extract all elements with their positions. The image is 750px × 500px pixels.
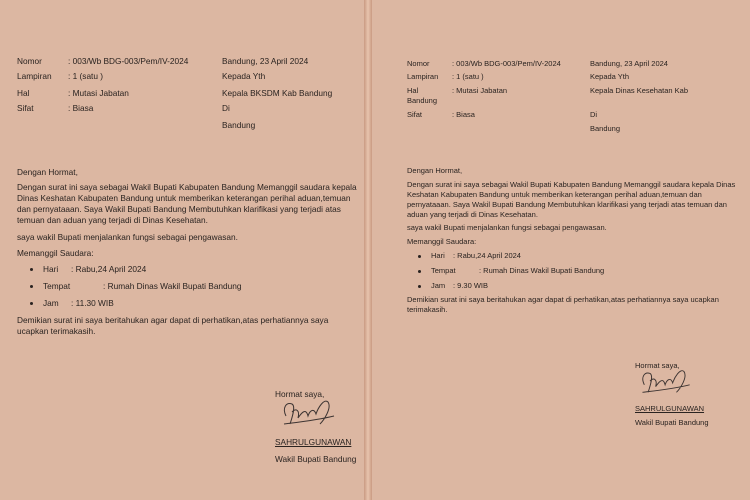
nomor-label: Nomor [407, 59, 430, 68]
closing-text: Demikian surat ini saya beritahukan agar dapat di perhatikan,atas perhatiannya saya ucapkan terimakasih. [407, 295, 719, 314]
hal-value: : Mutasi Jabatan [68, 88, 129, 98]
hal-label: Hal [407, 86, 419, 95]
signer-name: SAHRULGUNAWAN [635, 404, 705, 413]
greeting: Dengan Hormat, [17, 167, 78, 177]
list-item-hari: Hari : Rabu,24 April 2024 [418, 251, 521, 260]
sifat-value: : Biasa [68, 103, 94, 113]
lampiran-value: : 1 (satu ) [68, 71, 104, 81]
paragraph-2: saya wakil Bupati menjalankan fungsi sebagai pengawasan. [407, 223, 607, 232]
summon-text: Memanggil Saudara: [17, 248, 94, 258]
lampiran-label: Lampiran [17, 71, 52, 81]
kepada-yth: Kepada Yth [222, 71, 266, 81]
closing-text: Demikian surat ini saya beritahukan agar dapat di perhatikan,atas perhatiannya saya ucapkan terimakasih. [17, 315, 329, 336]
list-item-jam: Jam : 9.30 WIB [418, 281, 488, 290]
page-fold [364, 0, 372, 500]
paragraph-1: Dengan surat ini saya sebagai Wakil Bupati Kabupaten Bandung Memanggil saudara kepala Dinas Keshatan Kabupaten Bandung untuk memberikan keterangan perihal aduan,temuan dan pernyataaan. Saya Wakil Bupati Bandung Membutuhkan klarifikasi yang terjadi atas temuan dan aduan yang terjadi di Dinas Kesehatan. [17, 182, 357, 225]
signer-title: Wakil Bupati Bandung [635, 418, 709, 427]
letter-date: Bandung, 23 April 2024 [590, 59, 668, 68]
letter-date: Bandung, 23 April 2024 [222, 56, 309, 66]
bullet-icon [30, 268, 33, 271]
lampiran-label: Lampiran [407, 72, 439, 81]
paragraph-1: Dengan surat ini saya sebagai Wakil Bupati Kabupaten Bandung Memanggil saudara kepala Dinas Keshatan Kabupaten Bandung untuk memberikan keterangan perihal aduan,temuan dan pernyataaan. Saya Wakil Bupati Bandung Membutuhkan klarifikasi yang terjadi atas temuan dan aduan yang terjadi di Dinas Kesehatan. [407, 180, 736, 219]
nomor-value: : 003/Wb BDG-003/Pem/IV-2024 [68, 56, 189, 66]
list-item-tempat: Tempat : Rumah Dinas Wakil Bupati Bandung [418, 266, 604, 275]
nomor-label: Nomor [17, 56, 42, 66]
city: Bandung [222, 120, 256, 130]
lampiran-value: : 1 (satu ) [452, 72, 484, 81]
hal-label-2: Bandung [407, 96, 438, 105]
signature-image [280, 394, 340, 430]
recipient: Kepala Dinas Kesehatan Kab [590, 86, 688, 95]
signer-title: Wakil Bupati Bandung [275, 454, 357, 464]
greeting: Dengan Hormat, [407, 166, 463, 175]
bullet-icon [30, 302, 33, 305]
hormat-saya: Hormat saya, [275, 389, 325, 399]
hormat-saya: Hormat saya, [635, 361, 680, 370]
sifat-label: Sifat [407, 110, 423, 119]
bullet-icon [418, 270, 421, 273]
kepada-yth: Kepada Yth [590, 72, 630, 81]
city: Bandung [590, 124, 621, 133]
bullet-icon [30, 285, 33, 288]
list-item-jam: Jam : 11.30 WIB [30, 298, 114, 308]
list-item-hari: Hari : Rabu,24 April 2024 [30, 264, 146, 274]
signature-image [638, 364, 696, 398]
signer-name: SAHRULGUNAWAN [275, 437, 352, 447]
di-label: Di [222, 103, 230, 113]
summon-text: Memanggil Saudara: [407, 237, 477, 246]
paragraph-2: saya wakil Bupati menjalankan fungsi sebagai pengawasan. [17, 232, 238, 242]
list-item-tempat: Tempat : Rumah Dinas Wakil Bupati Bandung [30, 281, 242, 291]
bullet-icon [418, 255, 421, 258]
hal-value: : Mutasi Jabatan [452, 86, 508, 95]
nomor-value: : 003/Wb BDG-003/Pem/IV-2024 [452, 59, 561, 68]
sifat-label: Sifat [17, 103, 34, 113]
recipient: Kepala BKSDM Kab Bandung [222, 88, 333, 98]
bullet-icon [418, 285, 421, 288]
hal-label: Hal [17, 88, 30, 98]
letter-right [372, 0, 750, 500]
letter-left [0, 0, 364, 500]
di-label: Di [590, 110, 598, 119]
sifat-value: : Biasa [452, 110, 475, 119]
